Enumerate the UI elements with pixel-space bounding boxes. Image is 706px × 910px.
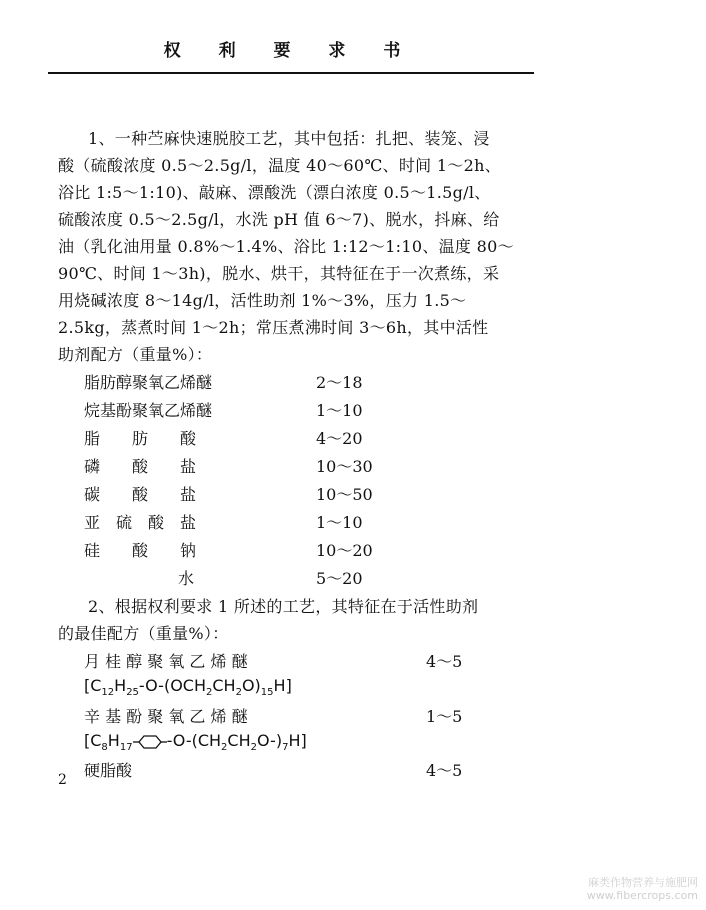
formula-subscript: 2 <box>250 742 257 754</box>
formula-text: O-) <box>257 731 283 750</box>
formula-ingredient: 磷 酸 盐 <box>84 457 197 476</box>
formula-text: -O-(CH <box>166 731 222 750</box>
header-rule <box>48 72 534 74</box>
claim2-line: 2、根据权利要求 1 所述的工艺，其特征在于活性助剂 <box>88 597 479 616</box>
formula-ingredient: 脂 肪 酸 <box>84 429 197 448</box>
formula-amount: 4～20 <box>316 429 363 448</box>
watermark-line: 麻类作物营养与施肥网 <box>588 876 698 889</box>
formula-amount: 4～5 <box>426 761 463 780</box>
formula-amount: 4～5 <box>426 652 463 671</box>
claim1-line: 1、一种苎麻快速脱胶工艺，其中包括：扎把、装笼、浸 <box>88 129 490 148</box>
formula-ingredient: 脂肪醇聚氧乙烯醚 <box>84 373 213 392</box>
claim1-line: 油（乳化油用量 0.8%～1.4%、浴比 1:12～1:10、温度 80～ <box>58 237 514 256</box>
claim1-line: 助剂配方（重量%）： <box>58 345 213 364</box>
formula-amount: 1～10 <box>316 513 363 532</box>
formula-text: -O-(OCH <box>138 676 206 695</box>
formula-ingredient: 硅 酸 钠 <box>84 541 197 560</box>
formula-text: H <box>114 676 127 695</box>
claim2-line: 的最佳配方（重量%）： <box>58 624 229 643</box>
formula-ingredient: 水 <box>178 569 195 588</box>
formula-text: O) <box>241 676 261 695</box>
formula-amount: 1～5 <box>426 707 463 726</box>
claim1-line: 90℃、时间 1～3h)，脱水、烘干，其特征在于一次煮练，采 <box>58 264 500 283</box>
formula-subscript: 8 <box>101 742 108 754</box>
formula-subscript: 25 <box>126 687 139 699</box>
page-number: 2 <box>58 772 67 788</box>
formula-subscript: 15 <box>260 687 274 699</box>
claim1-line: 酸（硫酸浓度 0.5～2.5g/l，温度 40～60℃、时间 1～2h、 <box>58 156 501 175</box>
formula-amount: 10～20 <box>316 541 373 560</box>
formula-subscript: 12 <box>101 687 115 699</box>
chemical-formula-octylphenol <box>84 731 307 753</box>
formula-amount: 2～18 <box>316 373 363 392</box>
formula-text: H] <box>288 731 307 750</box>
claim1-line: 浴比 1:5～1:10)、敲麻、漂酸洗（漂白浓度 0.5～1.5g/l、 <box>58 183 491 202</box>
formula-ingredient: 辛 基 酚 聚 氧 乙 烯 醚 <box>84 707 248 726</box>
formula-text: CH <box>212 676 236 695</box>
claim1-line: 硫酸浓度 0.5～2.5g/l，水洗 pH 值 6～7)、脱水，抖麻、给 <box>58 210 500 229</box>
formula-ingredient: 硬脂酸 <box>84 761 133 780</box>
formula-amount: 10～30 <box>316 457 373 476</box>
formula-text: H] <box>273 676 292 695</box>
formula-ingredient: 月 桂 醇 聚 氧 乙 烯 醚 <box>84 652 248 671</box>
claim1-line: 2.5kg，蒸煮时间 1～2h；常压煮沸时间 3～6h，其中活性 <box>58 318 489 337</box>
formula-subscript: 2 <box>221 742 228 754</box>
benzene-ring-icon <box>133 734 167 750</box>
formula-amount: 10～50 <box>316 485 373 504</box>
claim1-line: 用烧碱浓度 8～14g/l，活性助剂 1%～3%，压力 1.5～ <box>58 291 467 310</box>
formula-text: CH <box>227 731 251 750</box>
chemical-formula-lauryl <box>84 676 292 698</box>
formula-text: H <box>107 731 120 750</box>
formula-amount: 5～20 <box>316 569 363 588</box>
formula-text: [C <box>84 731 102 750</box>
formula-subscript: 2 <box>235 687 242 699</box>
formula-ingredient: 烷基酚聚氧乙烯醚 <box>84 401 213 420</box>
formula-ingredient: 碳 酸 盐 <box>84 485 197 504</box>
formula-amount: 1～10 <box>316 401 363 420</box>
watermark-line: www.fibercrops.com <box>586 889 698 902</box>
formula-subscript: 17 <box>119 742 133 754</box>
formula-subscript: 7 <box>282 742 289 754</box>
formula-ingredient: 亚 硫 酸 盐 <box>84 513 197 532</box>
site-watermark <box>587 876 698 902</box>
page-title: 权 利 要 求 书 <box>163 41 417 61</box>
formula-subscript: 2 <box>206 687 213 699</box>
formula-text: [C <box>84 676 102 695</box>
